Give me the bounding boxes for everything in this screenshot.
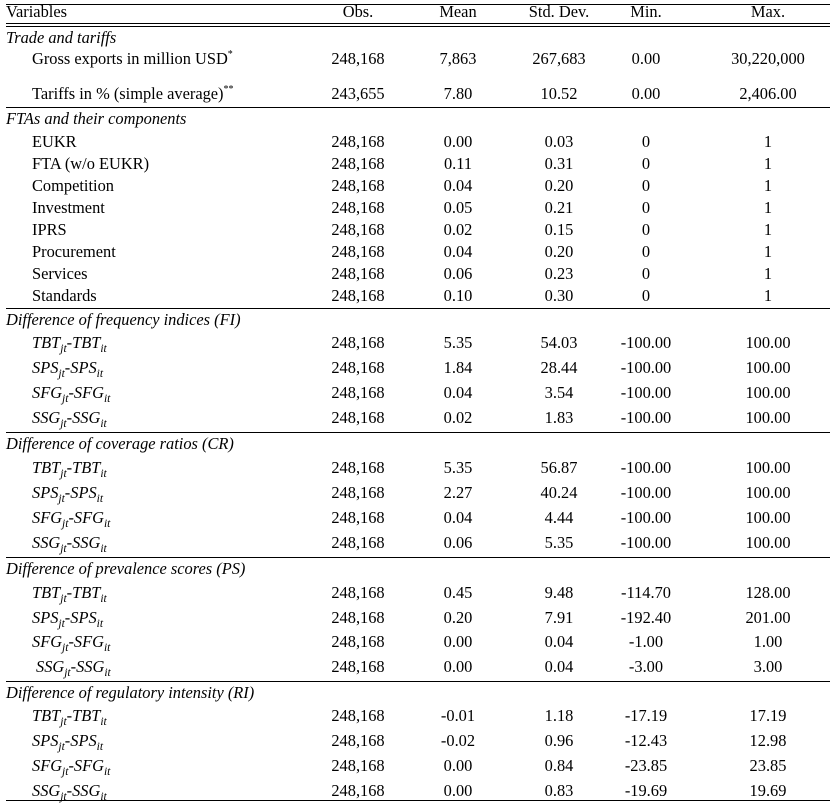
std-dev-cell: 0.15 [544, 220, 574, 239]
section-title-row [6, 26, 830, 49]
obs-cell: 248,168 [331, 198, 385, 217]
formula-base-b: SPS [70, 608, 97, 627]
formula-sub-b: it [103, 393, 111, 405]
variable-label [32, 219, 67, 241]
formula-sub-a: jt [60, 343, 67, 355]
mean-cell: 7.80 [443, 84, 473, 103]
formula-sub-a: jt [60, 543, 67, 555]
obs-cell: 248,168 [331, 132, 385, 151]
label-text: Services [32, 264, 88, 283]
max-cell: 30,220,000 [731, 49, 805, 68]
mean-cell: 2.27 [443, 483, 473, 502]
table-row [6, 131, 830, 153]
mean-cell: 0.20 [443, 608, 473, 627]
table-row [6, 407, 830, 429]
min-cell: -23.85 [624, 756, 668, 775]
table-row [6, 153, 830, 175]
min-cell: -1.00 [628, 632, 664, 651]
max-cell: 1.00 [753, 632, 783, 651]
std-dev-cell: 28.44 [540, 358, 578, 377]
formula-sub-b: it [103, 766, 111, 778]
mean-cell: 0.05 [443, 198, 473, 217]
max-cell: 1 [763, 264, 773, 283]
formula-sub-a: jt [62, 393, 69, 405]
variable-label [32, 241, 116, 263]
variable-label [32, 582, 107, 604]
footnote-marker: ** [223, 83, 234, 95]
section-title-row [6, 557, 830, 580]
section-title: Difference of prevalence scores (PS) [6, 559, 246, 578]
obs-cell: 248,168 [331, 781, 385, 800]
max-cell: 100.00 [745, 383, 791, 402]
header-variables: Variables [6, 2, 67, 21]
formula-minus: - [66, 533, 73, 552]
min-cell: 0.00 [631, 49, 661, 68]
std-dev-cell: 0.20 [544, 176, 574, 195]
obs-cell: 248,168 [331, 756, 385, 775]
std-dev-cell: 0.83 [544, 781, 574, 800]
table-row [6, 631, 830, 653]
formula-minus: - [70, 657, 77, 676]
formula-sub-a: jt [60, 716, 67, 728]
formula-sub-a: jt [62, 518, 69, 530]
formula-sub-a: jt [64, 667, 71, 679]
variable-label [32, 197, 105, 219]
std-dev-cell: 0.30 [544, 286, 574, 305]
formula-minus: - [66, 408, 73, 427]
formula-sub-a: jt [58, 618, 65, 630]
section-title: Difference of regulatory intensity (RI) [6, 683, 255, 702]
formula-sub-b: it [100, 343, 107, 355]
formula-base-a: SSG [32, 781, 61, 800]
obs-cell: 248,168 [331, 220, 385, 239]
obs-cell: 248,168 [331, 706, 385, 725]
table-row [6, 780, 830, 802]
formula-base-a: SSG [32, 533, 61, 552]
label-text: Standards [32, 286, 97, 305]
min-cell: -100.00 [620, 483, 672, 502]
mean-cell: 0.00 [443, 632, 473, 651]
max-cell: 17.19 [749, 706, 787, 725]
section-title-row [6, 681, 830, 704]
table-row [6, 48, 830, 70]
mean-cell: 0.04 [443, 176, 473, 195]
min-cell: -100.00 [620, 508, 672, 527]
header-mean: Mean [439, 2, 477, 21]
mean-cell: 7,863 [439, 49, 477, 68]
obs-cell: 248,168 [331, 408, 385, 427]
formula-minus: - [68, 632, 74, 651]
min-cell: -100.00 [620, 383, 672, 402]
max-cell: 100.00 [745, 533, 791, 552]
max-cell: 100.00 [745, 408, 791, 427]
max-cell: 100.00 [745, 333, 791, 352]
min-cell: 0 [641, 132, 651, 151]
section-title: Difference of coverage ratios (CR) [6, 434, 234, 453]
max-cell: 3.00 [753, 657, 783, 676]
table-row [6, 219, 830, 241]
variable-label [32, 705, 107, 727]
table-row [6, 83, 830, 105]
max-cell: 100.00 [745, 508, 791, 527]
variable-label [32, 780, 107, 802]
table-row [6, 656, 830, 678]
formula-sub-a: jt [62, 642, 69, 654]
formula-sub-b: it [96, 493, 104, 505]
formula-base-a: SPS [32, 358, 59, 377]
max-cell: 1 [763, 286, 773, 305]
table-row [6, 285, 830, 307]
table-row [6, 582, 830, 604]
table-row [6, 241, 830, 263]
section-title: FTAs and their components [6, 109, 187, 128]
variable-label [32, 631, 110, 653]
mean-cell: 5.35 [443, 333, 473, 352]
std-dev-cell: 0.04 [544, 632, 574, 651]
table-row [6, 507, 830, 529]
min-cell: -100.00 [620, 458, 672, 477]
obs-cell: 248,168 [331, 383, 385, 402]
min-cell: -100.00 [620, 358, 672, 377]
formula-base-b: TBT [72, 333, 101, 352]
min-cell: 0 [641, 242, 651, 261]
mean-cell: 5.35 [443, 458, 473, 477]
formula-base-b: SPS [70, 731, 97, 750]
variable-label [36, 656, 111, 678]
formula-sub-a: jt [60, 593, 67, 605]
formula-minus: - [64, 731, 71, 750]
formula-base-a: SFG [32, 756, 63, 775]
mean-cell: 0.10 [443, 286, 473, 305]
min-cell: -3.00 [628, 657, 664, 676]
obs-cell: 248,168 [331, 286, 385, 305]
formula-base-b: SSG [72, 408, 101, 427]
table-row [6, 332, 830, 354]
table-row [6, 382, 830, 404]
obs-cell: 248,168 [331, 49, 385, 68]
obs-cell: 248,168 [331, 333, 385, 352]
formula-minus: - [68, 756, 74, 775]
obs-cell: 248,168 [331, 176, 385, 195]
formula-base-b: TBT [72, 583, 101, 602]
std-dev-cell: 3.54 [544, 383, 574, 402]
mean-cell: 0.04 [443, 383, 473, 402]
formula-sub-b: it [104, 667, 111, 679]
min-cell: 0 [641, 154, 651, 173]
formula-base-a: TBT [32, 583, 61, 602]
formula-base-b: SFG [73, 508, 104, 527]
std-dev-cell: 0.03 [544, 132, 574, 151]
std-dev-cell: 10.52 [540, 84, 578, 103]
formula-sub-a: jt [60, 791, 67, 803]
mean-cell: 0.06 [443, 264, 473, 283]
label-text: EUKR [32, 132, 77, 151]
max-cell: 2,406.00 [739, 84, 797, 103]
formula-minus: - [68, 383, 74, 402]
header-std-dev: Std. Dev. [528, 2, 590, 21]
formula-base-a: SFG [32, 632, 63, 651]
formula-base-a: SPS [32, 608, 59, 627]
min-cell: 0 [641, 198, 651, 217]
formula-minus: - [64, 483, 71, 502]
min-cell: 0 [641, 176, 651, 195]
obs-cell: 248,168 [331, 533, 385, 552]
formula-minus: - [66, 706, 73, 725]
header-max: Max. [750, 2, 786, 21]
obs-cell: 248,168 [331, 508, 385, 527]
formula-base-b: SSG [76, 657, 105, 676]
min-cell: 0 [641, 220, 651, 239]
max-cell: 201.00 [745, 608, 791, 627]
min-cell: -114.70 [621, 583, 671, 602]
formula-sub-a: jt [58, 493, 65, 505]
mean-cell: 0.00 [443, 781, 473, 800]
formula-sub-b: it [100, 593, 107, 605]
std-dev-cell: 56.87 [540, 458, 578, 477]
table-row [6, 755, 830, 777]
mean-cell: 1.84 [443, 358, 473, 377]
formula-sub-a: jt [62, 766, 69, 778]
variable-label [32, 382, 110, 404]
table-row [6, 705, 830, 727]
section-title: Trade and tariffs [6, 28, 117, 47]
variable-label [32, 607, 103, 629]
formula-base-a: SFG [32, 383, 63, 402]
label-text: Gross exports in million USD [32, 49, 228, 68]
formula-sub-a: jt [58, 741, 65, 753]
formula-sub-b: it [100, 418, 107, 430]
formula-sub-b: it [100, 543, 107, 555]
formula-base-a: SSG [32, 408, 61, 427]
mean-cell: 0.06 [443, 533, 473, 552]
mean-cell: 0.00 [443, 132, 473, 151]
std-dev-cell: 54.03 [540, 333, 578, 352]
formula-base-b: SSG [72, 781, 101, 800]
table-row [6, 357, 830, 379]
min-cell: -12.43 [624, 731, 668, 750]
formula-base-a: SSG [36, 657, 65, 676]
max-cell: 1 [763, 242, 773, 261]
std-dev-cell: 0.96 [544, 731, 574, 750]
mean-cell: 0.04 [443, 508, 473, 527]
formula-base-b: TBT [72, 706, 101, 725]
obs-cell: 248,168 [331, 242, 385, 261]
obs-cell: 248,168 [331, 264, 385, 283]
mean-cell: 0.11 [443, 154, 473, 173]
std-dev-cell: 7.91 [544, 608, 574, 627]
formula-base-a: SFG [32, 508, 63, 527]
formula-sub-b: it [103, 642, 111, 654]
header-min: Min. [630, 2, 662, 21]
formula-base-b: SFG [73, 756, 104, 775]
std-dev-cell: 1.83 [544, 408, 574, 427]
label-text: Procurement [32, 242, 116, 261]
obs-cell: 248,168 [331, 583, 385, 602]
max-cell: 1 [763, 198, 773, 217]
formula-base-a: TBT [32, 458, 61, 477]
variable-label [32, 332, 107, 354]
obs-cell: 248,168 [331, 358, 385, 377]
variable-label [32, 457, 107, 479]
table-row [6, 457, 830, 479]
obs-cell: 248,168 [331, 608, 385, 627]
max-cell: 1 [763, 132, 773, 151]
formula-minus: - [66, 458, 73, 477]
formula-minus: - [64, 358, 71, 377]
formula-sub-b: it [100, 791, 107, 803]
min-cell: -19.69 [624, 781, 668, 800]
formula-minus: - [68, 508, 74, 527]
variable-label [32, 507, 110, 529]
mean-cell: 0.02 [443, 220, 473, 239]
formula-sub-a: jt [60, 468, 67, 480]
min-cell: 0 [641, 264, 651, 283]
table-row [6, 607, 830, 629]
variable-label [32, 153, 149, 175]
formula-base-a: TBT [32, 333, 61, 352]
formula-base-a: SPS [32, 731, 59, 750]
std-dev-cell: 0.21 [544, 198, 574, 217]
max-cell: 19.69 [749, 781, 787, 800]
std-dev-cell: 0.04 [544, 657, 574, 676]
variable-label [32, 357, 103, 379]
std-dev-cell: 5.35 [544, 533, 574, 552]
obs-cell: 248,168 [331, 154, 385, 173]
formula-minus: - [66, 333, 73, 352]
variable-label [32, 285, 97, 307]
std-dev-cell: 0.84 [544, 756, 574, 775]
max-cell: 12.98 [749, 731, 787, 750]
mean-cell: 0.45 [443, 583, 473, 602]
std-dev-cell: 9.48 [544, 583, 574, 602]
formula-minus: - [66, 781, 73, 800]
mean-cell: 0.04 [443, 242, 473, 261]
label-text: Tariffs in % (simple average) [32, 84, 224, 103]
std-dev-cell: 4.44 [544, 508, 574, 527]
formula-sub-b: it [100, 468, 107, 480]
label-text: IPRS [32, 220, 67, 239]
table-row [6, 175, 830, 197]
std-dev-cell: 0.31 [544, 154, 574, 173]
mean-cell: -0.02 [440, 731, 476, 750]
formula-sub-b: it [96, 368, 104, 380]
formula-sub-a: jt [58, 368, 65, 380]
obs-cell: 248,168 [331, 632, 385, 651]
section-title-row [6, 107, 830, 130]
table-row [6, 482, 830, 504]
obs-cell: 248,168 [331, 731, 385, 750]
min-cell: -100.00 [620, 408, 672, 427]
formula-base-a: TBT [32, 706, 61, 725]
label-text: FTA (w/o EUKR) [32, 154, 150, 173]
max-cell: 1 [763, 220, 773, 239]
formula-minus: - [64, 608, 71, 627]
footnote-marker: * [227, 48, 233, 60]
formula-base-b: TBT [72, 458, 101, 477]
variable-label [32, 131, 77, 153]
mean-cell: 0.00 [443, 756, 473, 775]
section-title-row [6, 432, 830, 455]
section-title-row [6, 308, 830, 331]
min-cell: -100.00 [620, 333, 672, 352]
label-text: Investment [32, 198, 105, 217]
variable-label [32, 48, 233, 70]
summary-statistics-table [6, 4, 830, 801]
obs-cell: 248,168 [331, 458, 385, 477]
max-cell: 100.00 [745, 483, 791, 502]
formula-base-b: SSG [72, 533, 101, 552]
formula-base-b: SPS [70, 483, 97, 502]
label-text: Competition [32, 176, 114, 195]
max-cell: 1 [763, 176, 773, 195]
std-dev-cell: 267,683 [532, 49, 586, 68]
variable-label [32, 263, 88, 285]
variable-label [32, 755, 110, 777]
std-dev-cell: 0.20 [544, 242, 574, 261]
std-dev-cell: 40.24 [540, 483, 578, 502]
variable-label [32, 532, 107, 554]
table-row [6, 730, 830, 752]
obs-cell: 243,655 [331, 84, 385, 103]
table-row [6, 263, 830, 285]
formula-base-b: SPS [70, 358, 97, 377]
variable-label [32, 482, 103, 504]
formula-sub-b: it [96, 618, 104, 630]
variable-label [32, 175, 114, 197]
max-cell: 128.00 [745, 583, 791, 602]
min-cell: 0 [641, 286, 651, 305]
variable-label [32, 407, 107, 429]
mean-cell: -0.01 [440, 706, 476, 725]
formula-sub-b: it [100, 716, 107, 728]
max-cell: 1 [763, 154, 773, 173]
formula-sub-a: jt [60, 418, 67, 430]
table-row [6, 532, 830, 554]
std-dev-cell: 1.18 [544, 706, 574, 725]
mean-cell: 0.00 [443, 657, 473, 676]
min-cell: 0.00 [631, 84, 661, 103]
table-row [6, 197, 830, 219]
formula-minus: - [66, 583, 73, 602]
min-cell: -17.19 [624, 706, 668, 725]
obs-cell: 248,168 [331, 657, 385, 676]
max-cell: 100.00 [745, 358, 791, 377]
variable-label [32, 83, 234, 105]
mean-cell: 0.02 [443, 408, 473, 427]
header-obs: Obs. [342, 2, 374, 21]
formula-base-b: SFG [73, 383, 104, 402]
std-dev-cell: 0.23 [544, 264, 574, 283]
section-title: Difference of frequency indices (FI) [6, 310, 241, 329]
formula-base-a: SPS [32, 483, 59, 502]
min-cell: -192.40 [620, 608, 672, 627]
max-cell: 100.00 [745, 458, 791, 477]
table-header-row [6, 1, 830, 24]
formula-sub-b: it [96, 741, 104, 753]
obs-cell: 248,168 [331, 483, 385, 502]
formula-base-b: SFG [73, 632, 104, 651]
min-cell: -100.00 [620, 533, 672, 552]
variable-label [32, 730, 103, 752]
formula-sub-b: it [103, 518, 111, 530]
max-cell: 23.85 [749, 756, 787, 775]
